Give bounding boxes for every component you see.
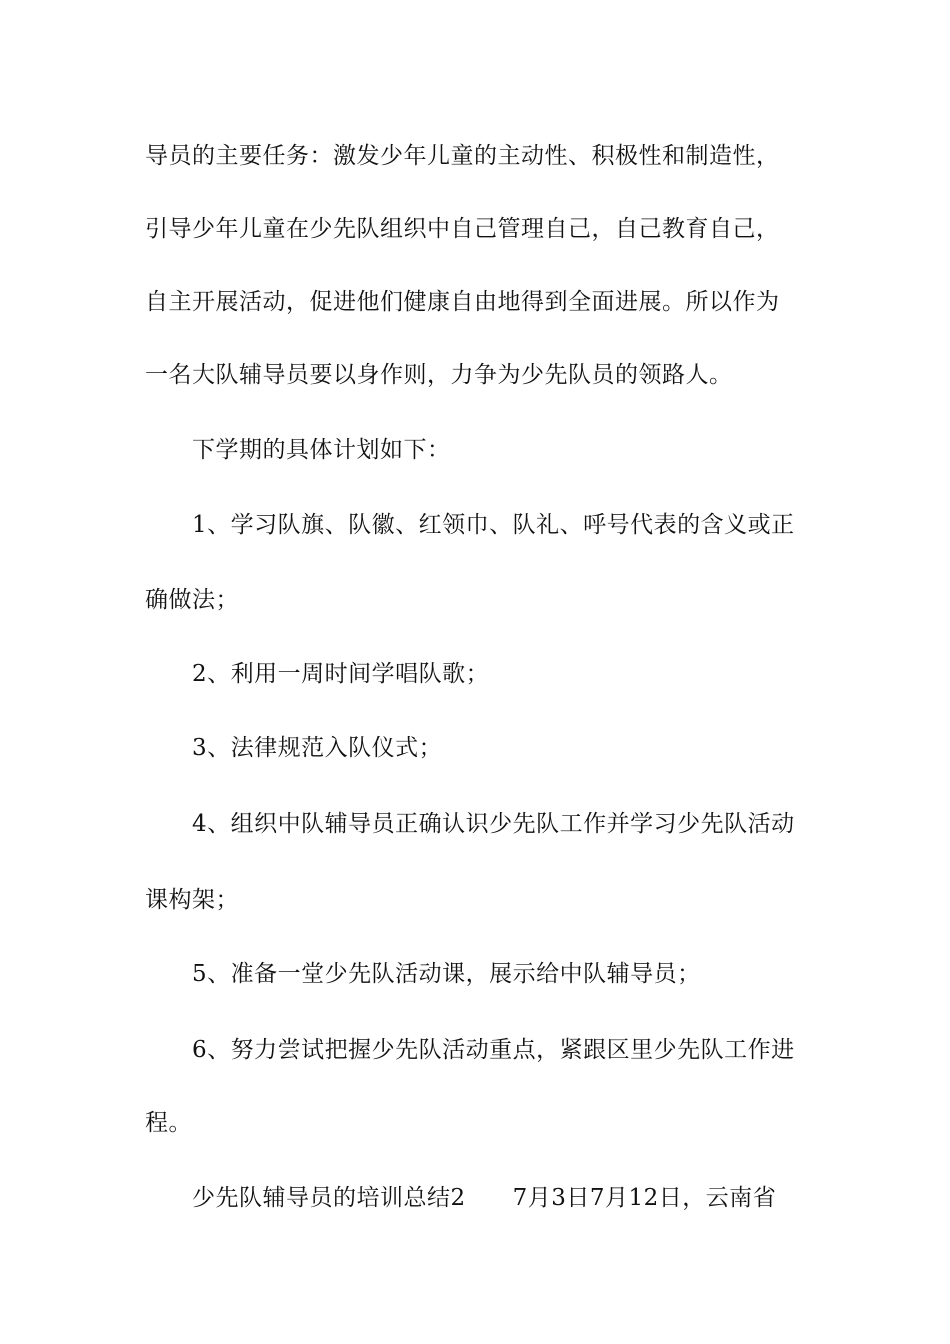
paragraph-line: 一名大队辅导员要以身作则，力争为少先队员的领路人。 [145, 362, 733, 388]
list-item-3-line: 3、法律规范入队仪式； [192, 735, 443, 761]
list-item-6-continuation: 程。 [145, 1110, 192, 1136]
section-heading-line: 少先队辅导员的培训总结2 7月3日7月12日，云南省 [192, 1185, 777, 1211]
list-item-4-continuation: 课构架； [145, 887, 239, 913]
list-item-6-line: 6、努力尝试把握少先队活动重点，紧跟区里少先队工作进 [192, 1037, 795, 1063]
plan-intro-line: 下学期的具体计划如下： [192, 437, 451, 463]
paragraph-line: 导员的主要任务：激发少年儿童的主动性、积极性和制造性， [145, 143, 780, 169]
list-item-4-line: 4、组织中队辅导员正确认识少先队工作并学习少先队活动 [192, 811, 795, 837]
list-item-5-line: 5、准备一堂少先队活动课，展示给中队辅导员； [192, 961, 701, 987]
paragraph-line: 自主开展活动，促进他们健康自由地得到全面进展。所以作为 [145, 289, 780, 315]
paragraph-line: 引导少年儿童在少先队组织中自己管理自己，自己教育自己， [145, 216, 780, 242]
list-item-1-continuation: 确做法； [145, 587, 239, 613]
list-item-2-line: 2、利用一周时间学唱队歌； [192, 661, 490, 687]
list-item-1-line: 1、学习队旗、队徽、红领巾、队礼、呼号代表的含义或正 [192, 512, 795, 538]
